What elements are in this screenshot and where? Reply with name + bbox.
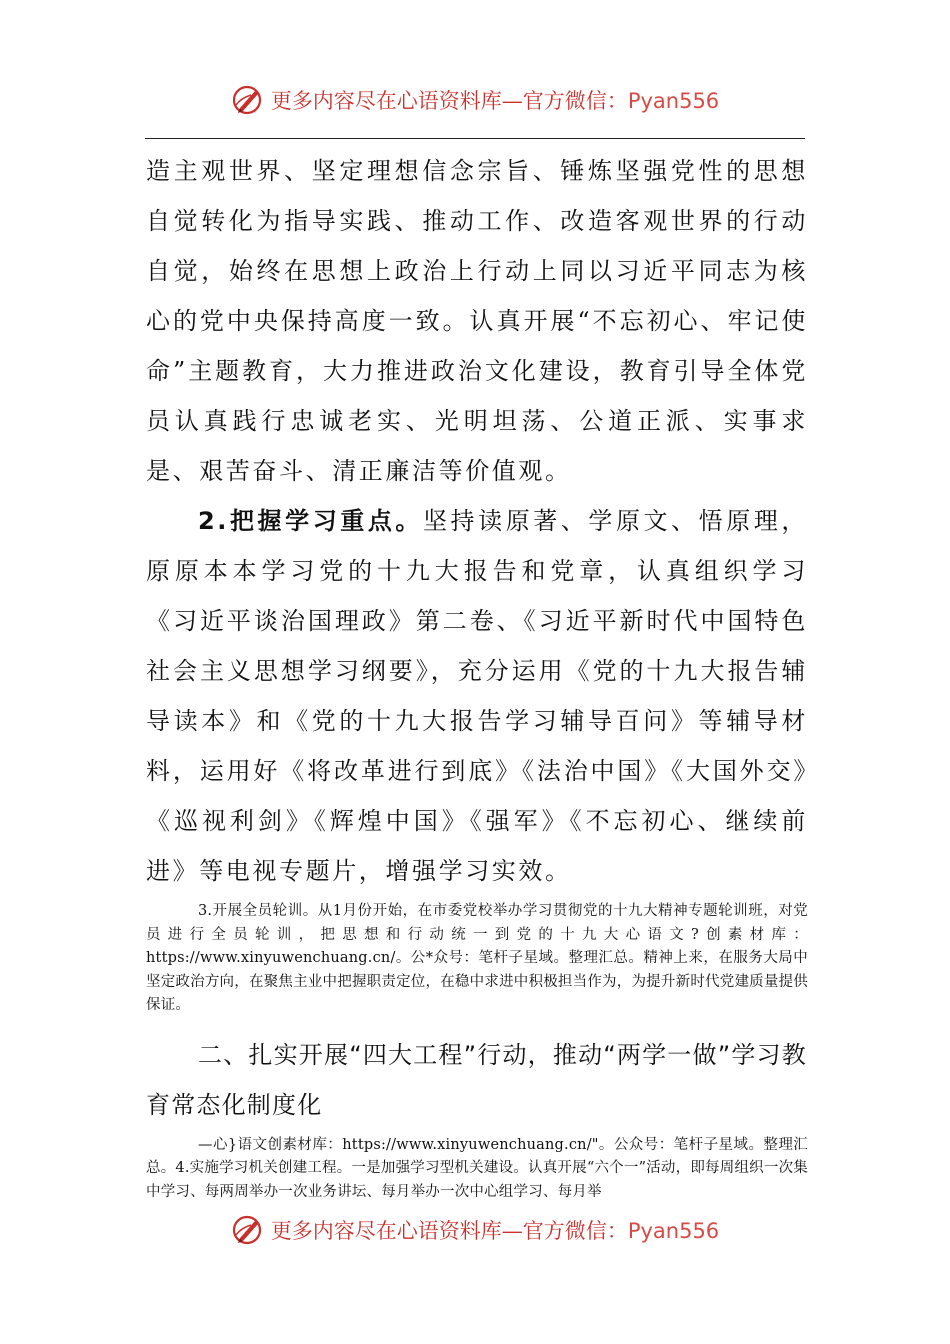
header-divider	[145, 138, 805, 139]
header-banner	[0, 76, 950, 124]
pen-logo-icon	[231, 1213, 265, 1247]
pen-logo-icon	[231, 83, 265, 117]
paragraph-2	[146, 496, 808, 896]
paragraph-2-title: 2.把握学习重点。	[198, 507, 423, 535]
footer-banner-text: 更多内容尽在心语资料库—官方微信：Pyan556	[270, 1219, 720, 1243]
section-heading-2: 二、扎实开展“四大工程”行动，推动“两学一做”学习教育常态化制度化	[146, 1040, 807, 1119]
paragraph-1: 造主观世界、坚定理想信念宗旨、锤炼坚强党性的思想自觉转化为指导实践、推动工作、改造客观世界的行动自觉，始终在思想上政治上行动上同以习近平同志为核心的党中央保持高度一致。认真开展“不忘初心、牢记使命”主题教育，大力推进政治文化建设，教育引导全体党员认真践行忠诚老实、光明坦荡、公道正派、实事求是、艰苦奋斗、清正廉洁等价值观。	[146, 157, 808, 485]
footer-banner	[0, 1206, 950, 1254]
document-body	[146, 146, 808, 1204]
paragraph-2-body: 坚持读原著、学原文、悟原理，原原本本学习党的十九大报告和党章，认真组织学习《习近平谈治国理政》第二卷、《习近平新时代中国特色社会主义思想学习纲要》，充分运用《党的十九大报告辅导读本》和《党的十九大报告学习辅导百问》等辅导材料，运用好《将改革进行到底》《法治中国》《大国外交》《巡视利剑》《辉煌中国》《强军》《不忘初心、继续前进》等电视专题片，增强学习实效。	[146, 507, 808, 885]
paragraph-4: —心}语文创素材库：https://www.xinyuwenchuang.cn/"。公众号：笔杆子星域。整理汇总。4.实施学习机关创建工程。一是加强学习型机关建设。认真开展“六个一”活动，即每周组织一次集中学习、每两周举办一次业务讲坛、每月举办一次中心组学习、每月举	[146, 1136, 808, 1200]
header-banner-text: 更多内容尽在心语资料库—官方微信：Pyan556	[270, 89, 720, 113]
paragraph-3: 3.开展全员轮训。从1月份开始，在市委党校举办学习贯彻党的十九大精神专题轮训班，对党员进行全员轮训，把思想和行动统一到党的十九大心语文?创素材库：https://www.xinyuwenchuang.cn/。公*众号：笔杆子星域。整理汇总。精神上来，在服务大局中坚定政治方向，在聚焦主业中把握职责定位，在稳中求进中积极担当作为，为提升新时代党建质量提供保证。	[146, 903, 808, 1013]
